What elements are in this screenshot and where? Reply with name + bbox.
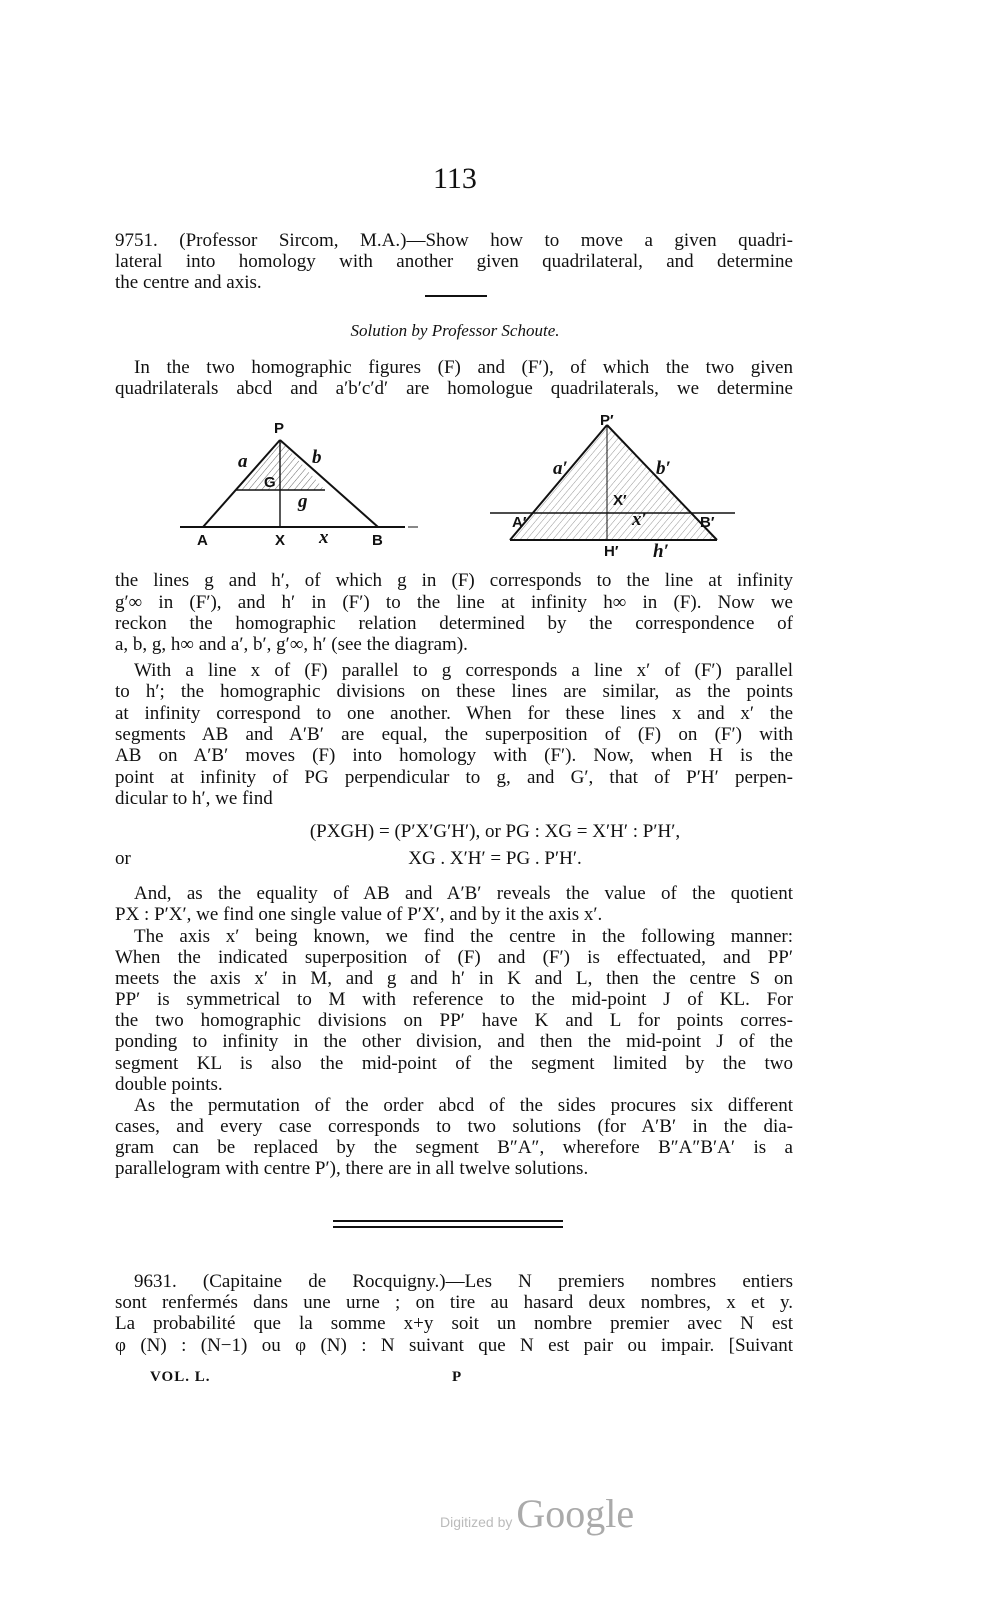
label-b-prime: b′ [656,458,671,479]
text-line: AB on A′B′ moves (F) into homology with (F′). Now, when H is the [115,745,793,766]
text-line: La probabilité que la somme x+y soit un nombre premier avec N est [115,1313,793,1334]
label-H-prime: H′ [604,543,619,560]
label-g: g [298,491,308,512]
homology-diagram [0,0,986,580]
formula: XG . X′H′ = PG . P′H′. [408,848,582,869]
text-line: And, as the equality of AB and A′B′ reveals the value of the quotient [134,883,793,904]
text-line: lateral into homology with another given quadrilateral, and determine [115,251,793,272]
label-B-prime: B′ [700,514,715,531]
double-rule-bottom [333,1226,563,1228]
text-line: a, b, g, h∞ and a′, b′, g′∞, h′ (see the diagram). [115,634,468,655]
text-line: at infinity correspond to one another. When for these lines x and x′ the [115,703,793,724]
diagram-figure-f [180,440,418,527]
label-h-prime: h′ [653,541,669,562]
label-x: x [319,527,329,548]
text-line: segment KL is also the mid-point of the segment limited by the two [115,1053,793,1074]
label-a: a [238,451,248,472]
text-line: segments AB and A′B′ are equal, the superposition of (F) on (F′) with [115,724,793,745]
page-number: 113 [433,162,477,195]
text-line: dicular to h′, we find [115,788,273,809]
formula: (PXGH) = (P′X′G′H′), or PG : XG = X′H′ : P′H′, [309,821,681,842]
watermark-prefix: Digitized by [440,1514,513,1530]
label-A: A [197,532,208,549]
label-A-prime: A′ [512,514,527,531]
text-line: parallelogram with centre P′), there are in all twelve solutions. [115,1158,589,1179]
text-line: quadrilaterals abcd and a′b′c′d′ are homologue quadrilaterals, we determine [115,378,793,399]
text-line: As the permutation of the order abcd of the sides procures six different [134,1095,793,1116]
text-line: cases, and every case corresponds to two solutions (for A′B′ in the dia- [115,1116,793,1137]
solution-heading: Solution by Professor Schoute. [350,321,560,340]
text-line: In the two homographic figures (F) and (F′), of which the two given [134,357,793,378]
google-watermark [440,1490,634,1537]
text-line: to h′; the homographic divisions on these lines are similar, as the points [115,681,793,702]
text-line: 9631. (Capitaine de Rocquigny.)—Les N premiers nombres entiers [134,1271,793,1292]
label-P: P [274,420,285,437]
text-line: the lines g and h′, of which g in (F) corresponds to the line at infinity [115,570,793,591]
text-line: PP′ is symmetrical to M with reference to the mid-point J of KL. For [115,989,793,1010]
label-B: B [372,532,383,549]
label-X: X [275,532,286,549]
text-line: gram can be replaced by the segment B″A″, wherefore B″A″B′A′ is a [115,1137,793,1158]
text-line: 9751. (Professor Sircom, M.A.)—Show how to move a given quadri- [115,230,793,251]
text-line: g′∞ in (F′), and h′ in (F′) to the line at infinity h∞ in (F). Now we [115,592,793,613]
text-line: When the indicated superposition of (F) and (F′) is effectuated, and PP′ [115,947,793,968]
label-a-prime: a′ [553,458,568,479]
label-G: G [264,474,276,491]
text-line: sont renfermés dans une urne ; on tire au hasard deux nombres, x et y. [115,1292,793,1313]
text-line: the two homographic divisions on PP′ have K and L for points corres- [115,1010,793,1031]
formula-or-label: or [115,848,131,869]
text-line: point at infinity of PG perpendicular to g, and G′, that of P′H′ perpen- [115,767,793,788]
text-line: With a line x of (F) parallel to g corresponds a line x′ of (F′) parallel [134,660,793,681]
text-line: φ (N) : (N−1) ou φ (N) : N suivant que N est pair ou impair. [Suivant [115,1335,793,1356]
text-line: the centre and axis. [115,272,262,293]
text-line: meets the axis x′ in M, and g and h′ in K and L, then the centre S on [115,968,793,989]
signature-mark: P [452,1369,463,1385]
double-rule-top [333,1220,563,1222]
label-x-prime: x′ [632,509,647,530]
label-b: b [312,447,322,468]
label-X-prime: X′ [613,492,627,509]
text-line: The axis x′ being known, we find the centre in the following manner: [134,926,793,947]
diagram-figure-f-prime [490,425,735,540]
label-P-prime: P′ [600,412,614,429]
watermark-logo: Google [516,1491,635,1536]
text-line: double points. [115,1074,223,1095]
volume-label: VOL. L. [150,1369,211,1385]
text-line: ponding to infinity in the other division, and then the mid-point J of the [115,1031,793,1052]
text-line: PX : P′X′, we find one single value of P′X′, and by it the axis x′. [115,904,603,925]
text-line: reckon the homographic relation determined by the correspondence of [115,613,793,634]
